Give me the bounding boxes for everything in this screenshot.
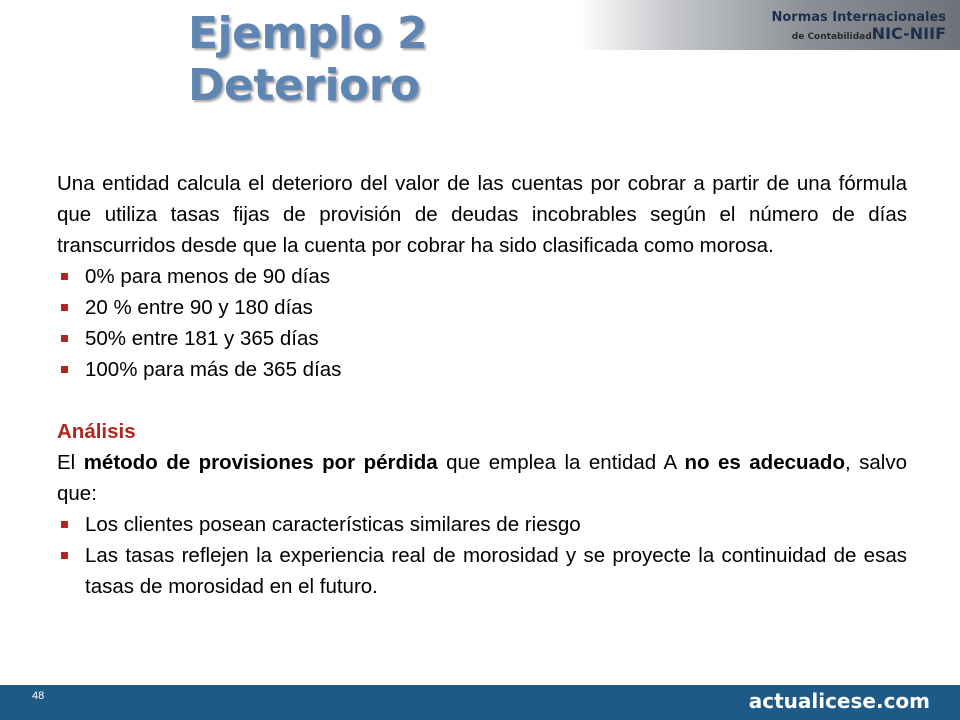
square-bullet-icon	[61, 304, 68, 311]
footer-logo: actualicese.com	[748, 689, 930, 713]
conditions-list-item-text: Los clientes posean características similares de riesgo	[85, 513, 581, 536]
square-bullet-icon	[61, 552, 68, 559]
brand-banner-subtitle: de Contabilidad	[791, 32, 872, 42]
analysis-text: El	[57, 451, 84, 474]
rates-list-item	[57, 323, 907, 354]
analysis-emphasis: método de provisiones por pérdida	[83, 451, 438, 474]
rates-list-item	[57, 354, 907, 385]
conditions-list-item	[57, 540, 907, 602]
slide-body	[57, 168, 907, 602]
intro-paragraph: Una entidad calcula el deterioro del valor de las cuentas por cobrar a partir de una fórmula que utiliza tasas fijas de provisión de deudas incobrables según el número de días transcurridos desde que la cuenta por cobrar ha sido clasificada como morosa.	[57, 172, 907, 257]
brand-banner-line-1: Normas Internacionales	[771, 10, 946, 25]
analysis-emphasis: no es adecuado	[684, 451, 845, 474]
slide-title-line-2: Deterioro	[188, 60, 420, 111]
rates-list-item	[57, 261, 907, 292]
conditions-list	[57, 509, 907, 602]
analysis-text: , salvo que:	[57, 451, 908, 505]
brand-banner-line-2	[792, 24, 946, 43]
brand-banner	[580, 0, 960, 50]
slide-title	[188, 8, 427, 112]
rates-list-item-text: 20 % entre 90 y 180 días	[85, 296, 313, 319]
square-bullet-icon	[61, 273, 68, 280]
analysis-heading: Análisis	[57, 420, 136, 443]
footer-bar	[0, 685, 960, 720]
rates-list-item	[57, 292, 907, 323]
slide-title-line-1: Ejemplo 2	[188, 8, 428, 59]
rates-list-item-text: 50% entre 181 y 365 días	[85, 327, 319, 350]
conditions-list-item-text: Las tasas reflejen la experiencia real de morosidad y se proyecte la continuidad de esas tasas de morosidad en el futuro.	[85, 544, 907, 598]
conditions-list-item	[57, 509, 907, 540]
rates-list-item-text: 0% para menos de 90 días	[85, 265, 331, 288]
rates-list-item-text: 100% para más de 365 días	[85, 358, 342, 381]
page-number: 48	[32, 690, 45, 702]
analysis-paragraph	[57, 447, 907, 509]
square-bullet-icon	[61, 335, 68, 342]
brand-banner-acronym: NIC-NIIF	[871, 24, 946, 43]
square-bullet-icon	[61, 366, 68, 373]
square-bullet-icon	[61, 521, 68, 528]
analysis-text: que emplea la entidad A	[437, 451, 685, 474]
rates-list	[57, 261, 907, 385]
